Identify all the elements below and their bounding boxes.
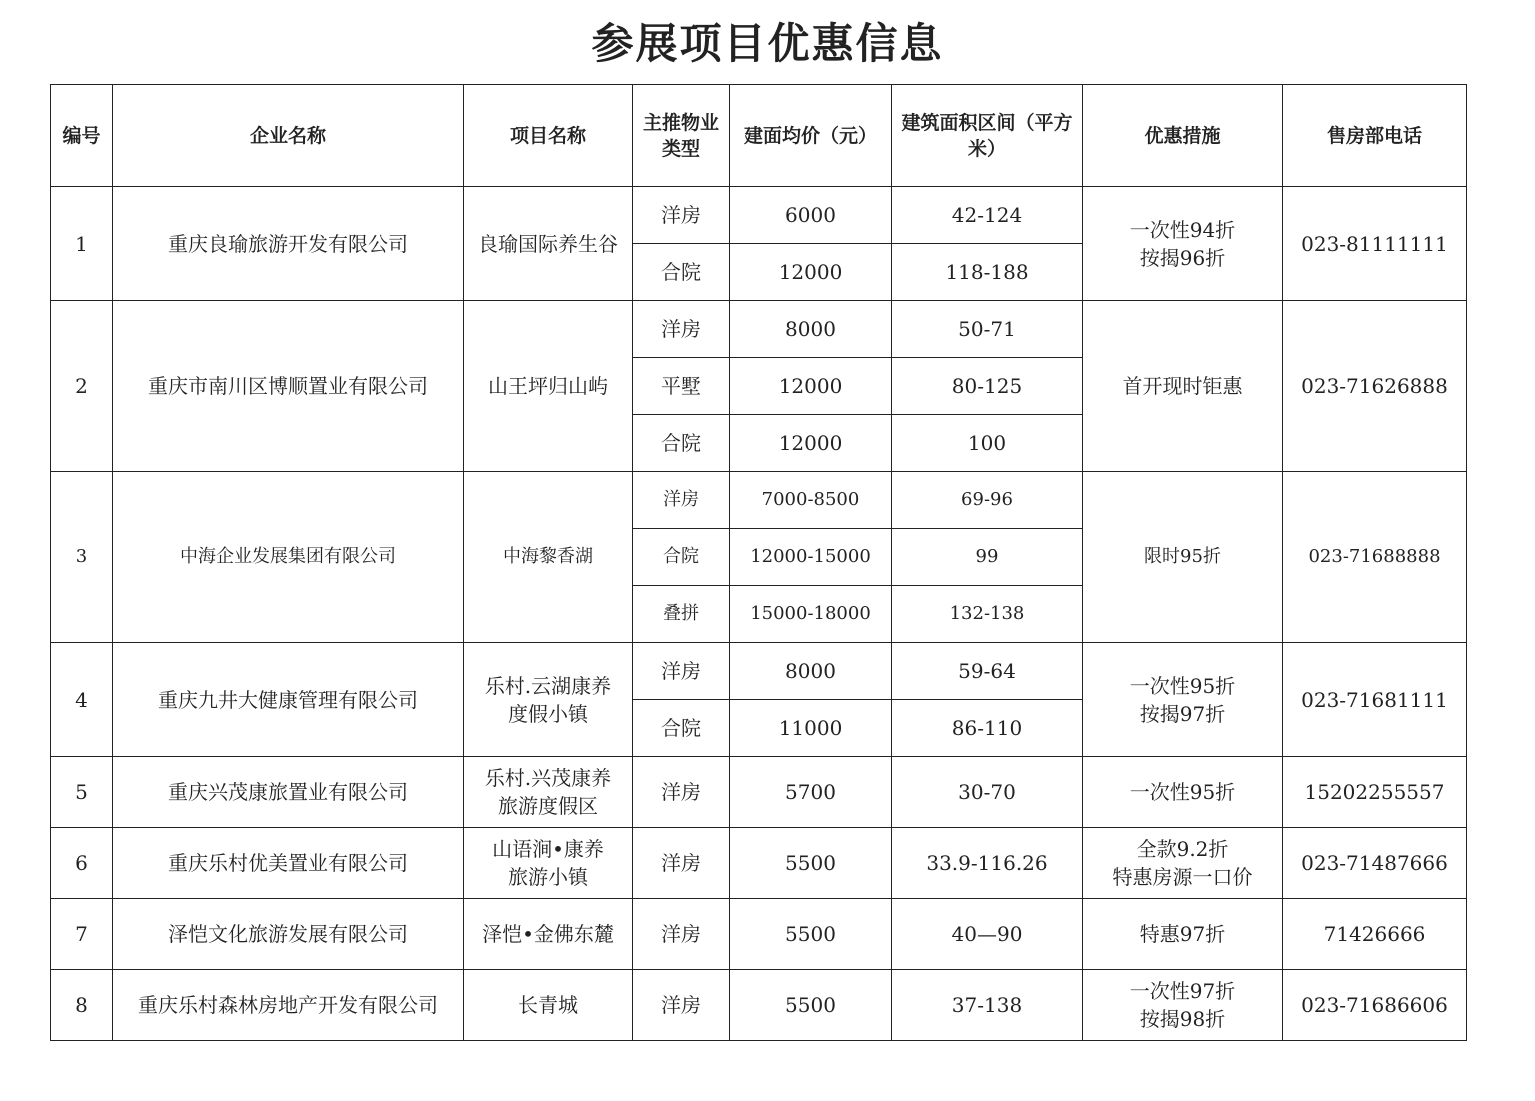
cell-project-text: 旅游小镇: [508, 865, 588, 889]
cell-type-text: 洋房: [661, 317, 701, 341]
cell-no-text: 8: [75, 993, 88, 1017]
cell-price-text: 5500: [785, 993, 836, 1017]
table-row: [51, 187, 1467, 244]
cell-project-text: 良瑜国际养生谷: [478, 231, 618, 256]
cell-price-text: 15000-18000: [750, 603, 871, 624]
cell-project-text: 泽恺•金佛东麓: [482, 922, 614, 946]
cell-type-text: 合院: [661, 431, 701, 455]
cell-phone-text: 023-71626888: [1301, 374, 1448, 398]
cell-no: [51, 472, 113, 643]
cell-discount-text: 按揭97折: [1139, 701, 1226, 726]
cell-price-text: 12000: [778, 374, 843, 398]
cell-type-text: 洋房: [661, 659, 701, 683]
cell-company-text: 重庆乐村优美置业有限公司: [168, 851, 408, 875]
cell-type: [633, 358, 730, 415]
cell-phone: [1283, 899, 1467, 970]
cell-phone: [1283, 828, 1467, 899]
cell-type: [633, 244, 730, 301]
cell-area: [892, 970, 1083, 1041]
cell-discount: [1083, 828, 1283, 899]
cell-type-text: 合院: [661, 716, 701, 740]
cell-project-text: 长青城: [518, 993, 578, 1017]
cell-no: [51, 899, 113, 970]
cell-discount: [1083, 970, 1283, 1041]
cell-price-text: 6000: [785, 203, 836, 227]
header-type: 主推物业类型: [633, 85, 730, 187]
cell-phone: [1283, 757, 1467, 828]
cell-area-text: 59-64: [958, 659, 1016, 683]
cell-discount-text: 一次性94折: [1129, 217, 1236, 242]
cell-company: [113, 899, 464, 970]
cell-type-text: 洋房: [661, 851, 701, 875]
cell-price: [730, 472, 892, 529]
cell-no-text: 3: [75, 546, 88, 567]
cell-project: [464, 472, 633, 643]
cell-discount-text: 特惠房源一口价: [1112, 865, 1253, 889]
cell-no: [51, 757, 113, 828]
cell-price-text: 8000: [785, 659, 836, 683]
cell-company: [113, 472, 464, 643]
cell-type: [633, 643, 730, 700]
cell-price: [730, 244, 892, 301]
page-title: 参展项目优惠信息: [591, 19, 944, 68]
cell-phone: [1283, 187, 1467, 301]
cell-type: [633, 472, 730, 529]
cell-phone: [1283, 301, 1467, 472]
cell-type-text: 洋房: [661, 993, 701, 1017]
cell-area: [892, 187, 1083, 244]
cell-project-text: 山王坪归山屿: [488, 374, 608, 398]
cell-price: [730, 187, 892, 244]
cell-area: [892, 415, 1083, 472]
cell-project-text: 旅游度假区: [498, 794, 598, 818]
cell-discount-text: 首开现时钜惠: [1122, 374, 1243, 398]
cell-price-text: 12000: [778, 260, 843, 284]
cell-discount-text: 一次性95折: [1129, 780, 1236, 804]
cell-price-text: 5500: [785, 851, 836, 875]
cell-project: [464, 301, 633, 472]
cell-type: [633, 187, 730, 244]
cell-price: [730, 700, 892, 757]
cell-no-text: 6: [75, 851, 88, 875]
cell-discount: [1083, 472, 1283, 643]
cell-price: [730, 757, 892, 828]
cell-area: [892, 358, 1083, 415]
cell-no-text: 5: [75, 780, 88, 804]
header-company: 企业名称: [113, 85, 464, 187]
cell-discount: [1083, 899, 1283, 970]
header-row: [51, 85, 1467, 187]
cell-area: [892, 472, 1083, 529]
cell-area-text: 40—90: [951, 922, 1023, 946]
cell-type: [633, 415, 730, 472]
cell-price: [730, 301, 892, 358]
cell-price: [730, 899, 892, 970]
cell-no: [51, 643, 113, 757]
cell-phone: [1283, 472, 1467, 643]
cell-area-text: 80-125: [951, 374, 1023, 398]
cell-company-text: 重庆九井大健康管理有限公司: [158, 687, 418, 712]
cell-project: [464, 757, 633, 828]
cell-company: [113, 643, 464, 757]
cell-area-text: 42-124: [951, 203, 1023, 227]
cell-no: [51, 301, 113, 472]
cell-price: [730, 970, 892, 1041]
cell-price-text: 5700: [785, 780, 836, 804]
cell-area: [892, 828, 1083, 899]
cell-project: [464, 970, 633, 1041]
cell-no-text: 1: [75, 231, 88, 256]
cell-company-text: 重庆市南川区博顺置业有限公司: [148, 374, 428, 398]
cell-area: [892, 757, 1083, 828]
cell-area: [892, 244, 1083, 301]
cell-discount-text: 限时95折: [1144, 546, 1221, 567]
header-phone: 售房部电话: [1283, 85, 1467, 187]
cell-phone: [1283, 643, 1467, 757]
cell-area-text: 100: [967, 431, 1007, 455]
cell-company-text: 泽恺文化旅游发展有限公司: [168, 922, 408, 946]
cell-project-text: 乐村.云湖康养: [484, 673, 612, 698]
cell-discount-text: 一次性97折: [1129, 979, 1236, 1003]
cell-company: [113, 187, 464, 301]
cell-no-text: 2: [75, 374, 88, 398]
cell-project-text: 乐村.兴茂康养: [484, 766, 612, 790]
cell-phone-text: 023-81111111: [1301, 231, 1448, 256]
cell-type: [633, 529, 730, 586]
cell-area-text: 69-96: [961, 489, 1013, 510]
cell-project: [464, 899, 633, 970]
header-price: 建面均价（元）: [730, 85, 892, 187]
cell-type-text: 洋房: [661, 922, 701, 946]
cell-discount-text: 全款9.2折: [1136, 837, 1229, 861]
cell-type-text: 洋房: [661, 203, 701, 227]
cell-type: [633, 899, 730, 970]
cell-discount-text: 特惠97折: [1139, 922, 1226, 946]
cell-area: [892, 700, 1083, 757]
cell-type-text: 平墅: [661, 374, 701, 398]
table-row: [51, 301, 1467, 358]
cell-price: [730, 586, 892, 643]
cell-price-text: 11000: [778, 716, 843, 740]
cell-company: [113, 970, 464, 1041]
cell-area: [892, 899, 1083, 970]
cell-project: [464, 828, 633, 899]
cell-price: [730, 358, 892, 415]
table-row: [51, 828, 1467, 899]
cell-area-text: 30-70: [958, 780, 1016, 804]
cell-company-text: 重庆乐村森林房地产开发有限公司: [138, 993, 438, 1017]
cell-phone-text: 023-71688888: [1308, 546, 1441, 567]
cell-area-text: 132-138: [949, 603, 1025, 624]
cell-price: [730, 529, 892, 586]
header-project: 项目名称: [464, 85, 633, 187]
cell-phone: [1283, 970, 1467, 1041]
cell-no-text: 7: [75, 922, 88, 946]
cell-company: [113, 301, 464, 472]
cell-no: [51, 970, 113, 1041]
cell-phone-text: 71426666: [1323, 922, 1426, 946]
cell-area-text: 37-138: [951, 993, 1023, 1017]
cell-discount: [1083, 187, 1283, 301]
cell-price-text: 12000-15000: [750, 546, 871, 567]
header-discount: 优惠措施: [1083, 85, 1283, 187]
cell-type-text: 洋房: [663, 489, 699, 510]
cell-type-text: 洋房: [661, 780, 701, 804]
cell-no: [51, 187, 113, 301]
cell-no-text: 4: [75, 687, 88, 712]
cell-project-text: 度假小镇: [508, 701, 588, 726]
cell-company-text: 中海企业发展集团有限公司: [180, 546, 396, 567]
cell-discount: [1083, 643, 1283, 757]
cell-price-text: 12000: [778, 431, 843, 455]
cell-area-text: 86-110: [951, 716, 1023, 740]
cell-price: [730, 828, 892, 899]
cell-project-text: 中海黎香湖: [503, 546, 593, 567]
cell-area: [892, 643, 1083, 700]
cell-company-text: 重庆良瑜旅游开发有限公司: [168, 231, 408, 256]
cell-no: [51, 828, 113, 899]
cell-discount: [1083, 757, 1283, 828]
cell-area-text: 99: [975, 546, 999, 567]
cell-phone-text: 023-71681111: [1301, 687, 1448, 712]
table-row: [51, 757, 1467, 828]
cell-area-text: 118-188: [945, 260, 1029, 284]
cell-area-text: 50-71: [958, 317, 1016, 341]
table-body: [51, 187, 1467, 1041]
cell-type: [633, 700, 730, 757]
table-row: [51, 970, 1467, 1041]
cell-type-text: 合院: [661, 260, 701, 284]
cell-area: [892, 586, 1083, 643]
cell-project-text: 山语涧•康养: [492, 837, 604, 861]
header-no: 编号: [51, 85, 113, 187]
cell-company-text: 重庆兴茂康旅置业有限公司: [168, 780, 408, 804]
cell-price-text: 5500: [785, 922, 836, 946]
cell-type: [633, 301, 730, 358]
cell-type: [633, 757, 730, 828]
table-row: [51, 899, 1467, 970]
cell-area: [892, 301, 1083, 358]
cell-type-text: 合院: [663, 546, 699, 567]
cell-company: [113, 757, 464, 828]
cell-type: [633, 970, 730, 1041]
cell-area-text: 33.9-116.26: [926, 851, 1048, 875]
cell-price-text: 7000-8500: [761, 489, 860, 510]
cell-area: [892, 529, 1083, 586]
cell-type: [633, 586, 730, 643]
header-area: 建筑面积区间（平方米）: [892, 85, 1083, 187]
cell-price: [730, 415, 892, 472]
cell-type: [633, 828, 730, 899]
table-row: [51, 472, 1467, 529]
cell-discount-text: 按揭98折: [1139, 1007, 1226, 1031]
cell-discount-text: 一次性95折: [1129, 673, 1236, 698]
cell-project: [464, 643, 633, 757]
cell-discount-text: 按揭96折: [1139, 245, 1226, 270]
cell-phone-text: 023-71686606: [1301, 993, 1448, 1017]
cell-phone-text: 15202255557: [1304, 780, 1445, 804]
cell-phone-text: 023-71487666: [1301, 851, 1448, 875]
cell-price-text: 8000: [785, 317, 836, 341]
discount-table: [50, 84, 1467, 1041]
cell-type-text: 叠拼: [663, 603, 699, 624]
cell-company: [113, 828, 464, 899]
cell-price: [730, 643, 892, 700]
table-row: [51, 643, 1467, 700]
cell-project: [464, 187, 633, 301]
cell-discount: [1083, 301, 1283, 472]
